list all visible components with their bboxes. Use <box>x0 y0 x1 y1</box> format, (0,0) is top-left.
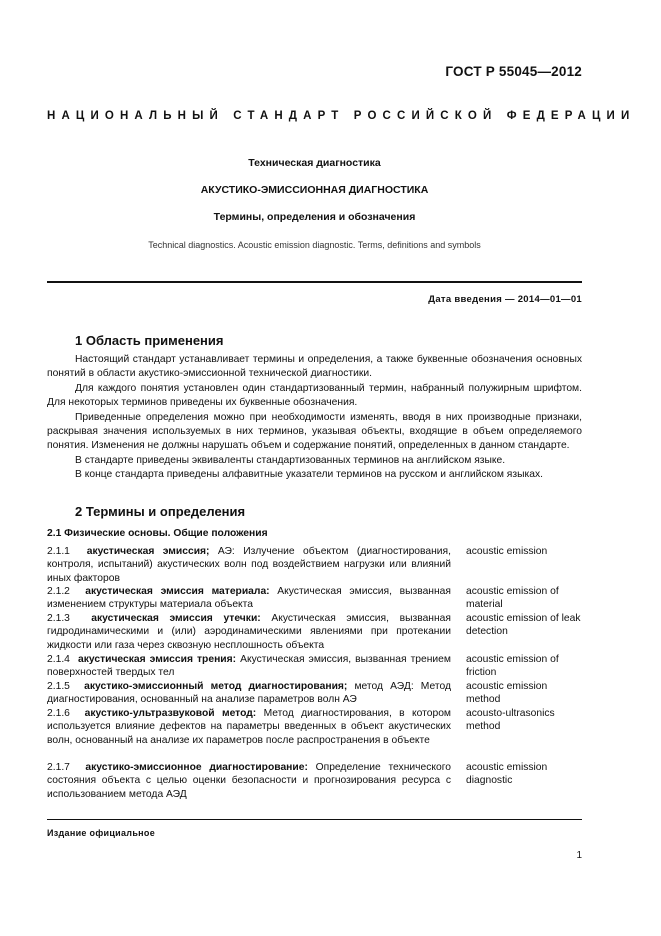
page-number: 1 <box>576 850 582 861</box>
term-number: 2.1.1 <box>47 546 70 557</box>
term-definition <box>47 653 451 680</box>
term-text: Акустическая эмиссия, вызванная трением поверхностей твердых тел <box>47 654 451 679</box>
paragraph: В конце стандарта приведены алфавитные указатели терминов на русском и английском языках. <box>75 469 543 481</box>
term-name: акустическая эмиссия утечки: <box>91 613 261 624</box>
term-text: метод АЭД: Метод диагностирования, основанный на анализе параметров волн АЭ <box>47 681 451 706</box>
title-line-3: Термины, определения и обозначения <box>213 211 416 223</box>
title-divider <box>47 281 582 283</box>
term-english: acoustic emission method <box>466 681 548 706</box>
term-name: акустико-эмиссионное диагностирование: <box>85 762 308 773</box>
term-name: акустическая эмиссия трения: <box>78 654 237 665</box>
subsection-heading: 2.1 Физические основы. Общие положения <box>47 528 268 539</box>
section-1-body <box>47 353 582 483</box>
footer-divider <box>47 819 582 820</box>
term-definition <box>47 761 451 801</box>
term-definition <box>47 680 451 707</box>
term-definition <box>47 707 451 747</box>
standard-number: ГОСТ Р 55045—2012 <box>445 64 582 79</box>
paragraph: В стандарте приведены эквиваленты стандартизованных терминов на английском языке. <box>75 454 506 466</box>
term-english: acousto-ultrasonics method <box>466 708 555 733</box>
title-line-2: АКУСТИКО-ЭМИССИОННАЯ ДИАГНОСТИКА <box>200 184 429 196</box>
paragraph: Приведенные определения можно при необходимости изменять, вводя в них производные признаки, раскрывая значения используемых в них терминов, указывая объекты, входящие в объем определяемого понятия. Изменения не должны нарушать объем и содержание понятий, определенных в данном стандарте. <box>47 411 582 452</box>
official-edition-note: Издание официальное <box>47 828 156 838</box>
term-name: акустическая эмиссия; <box>86 546 210 557</box>
term-number: 2.1.3 <box>47 613 70 624</box>
paragraph: Для каждого понятия установлен один стандартизованный термин, набранный полужирным шрифтом. Для некоторых терминов приведены их буквенные обозначения. <box>47 382 582 409</box>
term-english: acoustic emission of leak detection <box>466 613 581 638</box>
effective-date: Дата введения — 2014—01—01 <box>428 294 582 305</box>
term-english: acoustic emission diagnostic <box>466 762 548 787</box>
term-number: 2.1.7 <box>47 762 70 773</box>
term-number: 2.1.2 <box>47 586 70 597</box>
paragraph: Настоящий стандарт устанавливает термины и определения, а также буквенные обозначения основных понятий в области акустико-эмиссионной технической диагностики. <box>47 354 582 380</box>
term-text: Акустическая эмиссия, вызванная гидродинамическими и (или) аэродинамическими явлениями при протекании жидкости или газа через сквозную несплошность объекта <box>47 613 451 651</box>
term-number: 2.1.5 <box>47 681 70 692</box>
term-text: АЭ: Излучение объектом (диагностирования, контроля, испытаний) акустических волн под воздействием нагрузки или влияний иных факторов <box>47 546 451 584</box>
term-number: 2.1.4 <box>47 654 70 665</box>
term-english: acoustic emission <box>466 546 548 557</box>
national-standard-banner: НАЦИОНАЛЬНЫЙ СТАНДАРТ РОССИЙСКОЙ ФЕДЕРАЦИИ <box>47 110 636 122</box>
term-text: Определение технического состояния объекта с целью оценки безопасности и прогнозирования ресурса с использованием метода АЭД <box>47 762 451 800</box>
term-definition <box>47 545 451 585</box>
section-1-heading: 1 Область применения <box>75 333 224 348</box>
english-title: Technical diagnostics. Acoustic emission diagnostic. Terms, definitions and symbols <box>148 240 481 250</box>
title-line-1: Техническая диагностика <box>248 157 381 169</box>
term-definition <box>47 585 451 612</box>
term-name: акустическая эмиссия материала: <box>85 586 270 597</box>
term-english: acoustic emission of friction <box>466 654 559 679</box>
term-name: акустико-ультразвуковой метод: <box>84 708 257 719</box>
term-english: acoustic emission of material <box>466 586 559 611</box>
term-text: Метод диагностирования, в котором используется влияние дефектов на параметры введенных в объект акустических волн, основанный на анализе их параметров после распространения в объекте <box>47 708 451 746</box>
term-definition <box>47 612 451 652</box>
section-2-heading: 2 Термины и определения <box>75 504 246 519</box>
term-name: акустико-эмиссионный метод диагностирования; <box>84 681 348 692</box>
term-text: Акустическая эмиссия, вызванная изменением структуры материала объекта <box>47 586 451 611</box>
term-number: 2.1.6 <box>47 708 70 719</box>
